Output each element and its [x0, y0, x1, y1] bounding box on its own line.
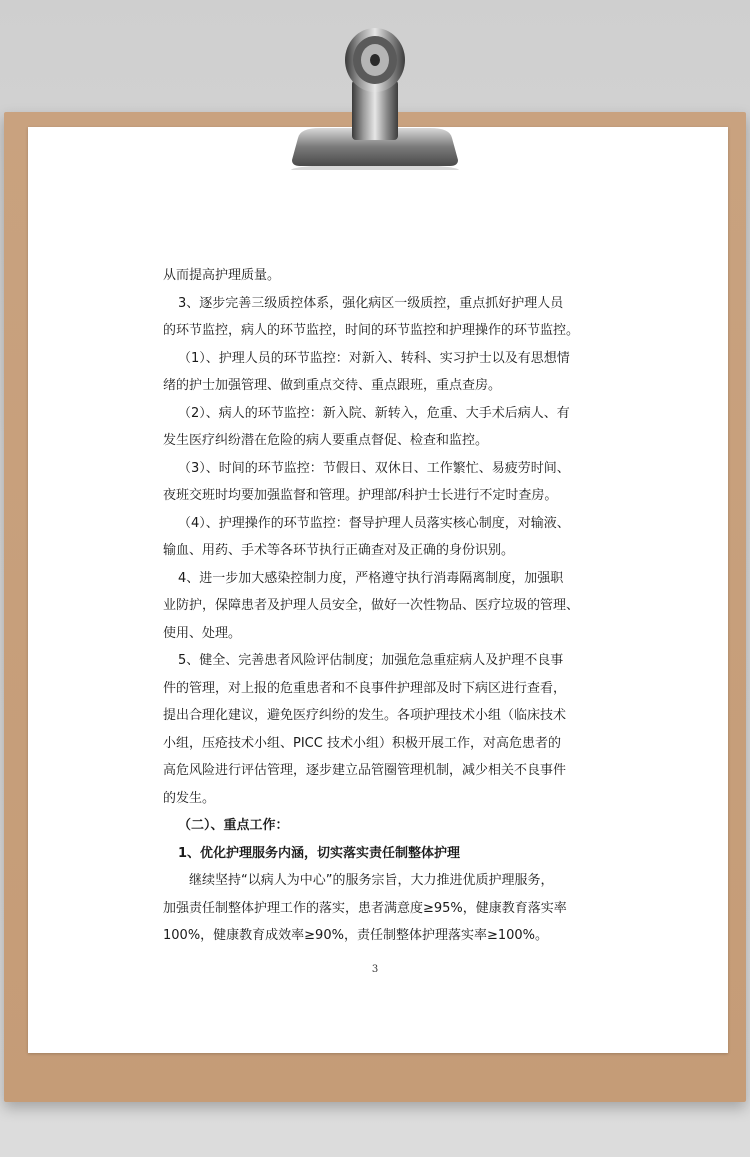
text-line: 小组，压疮技术小组、PICC 技术小组）积极开展工作，对高危患者的: [163, 735, 561, 751]
text-line: 输血、用药、手术等各环节执行正确查对及正确的身份识别。: [163, 543, 515, 558]
document-body: [163, 262, 603, 950]
subsection-heading: 1、优化护理服务内涵，切实落实责任制整体护理: [178, 845, 461, 861]
text-line: 夜班交班时均要加强监督和管理。护理部/科护士长进行不定时查房。: [163, 488, 558, 503]
text-line: 使用、处理。: [163, 625, 242, 641]
text-line: （4）、护理操作的环节监控：督导护理人员落实核心制度，对输液、: [178, 515, 570, 531]
text-line: 继续坚持“以病人为中心”的服务宗旨，大力推进优质护理服务，: [189, 873, 554, 888]
binder-clip-icon: [290, 20, 460, 170]
text-line: 5、健全、完善患者风险评估制度；加强危急重症病人及护理不良事: [178, 653, 564, 668]
text-line: 提出合理化建议，避免医疗纠纷的发生。各项护理技术小组（临床技术: [163, 708, 567, 723]
text-line: 业防护，保障患者及护理人员安全，做好一次性物品、医疗垃圾的管理、: [163, 598, 580, 613]
text-line: 100%，健康教育成效率≥90%，责任制整体护理落实率≥100%。: [163, 928, 549, 943]
text-line: 从而提高护理质量。: [163, 268, 281, 283]
text-line: 发生医疗纠纷潜在危险的病人要重点督促、检查和监控。: [163, 433, 489, 448]
text-line: （2）、病人的环节监控：新入院、新转入，危重、大手术后病人、有: [178, 405, 570, 421]
text-line: 的发生。: [163, 790, 216, 806]
text-line: 4、进一步加大感染控制力度，严格遵守执行消毒隔离制度，加强职: [178, 570, 564, 586]
text-line: 的环节监控，病人的环节监控，时间的环节监控和护理操作的环节监控。: [163, 323, 580, 338]
section-heading: （二）、重点工作：: [178, 818, 289, 833]
text-line: 3、逐步完善三级质控体系，强化病区一级质控，重点抓好护理人员: [178, 295, 564, 311]
text-line: 高危风险进行评估管理，逐步建立品管圈管理机制，减少相关不良事件: [163, 763, 567, 778]
text-line: （3）、时间的环节监控：节假日、双休日、工作繁忙、易疲劳时间、: [178, 460, 570, 476]
text-line: 加强责任制整体护理工作的落实，患者满意度≥95%，健康教育落实率: [163, 900, 567, 916]
text-line: 件的管理，对上报的危重患者和不良事件护理部及时下病区进行查看，: [163, 680, 567, 696]
page-number: 3: [371, 964, 379, 975]
text-line: （1）、护理人员的环节监控：对新入、转科、实习护士以及有思想情: [178, 350, 570, 366]
text-line: 绪的护士加强管理、做到重点交待、重点跟班，重点查房。: [163, 378, 502, 393]
